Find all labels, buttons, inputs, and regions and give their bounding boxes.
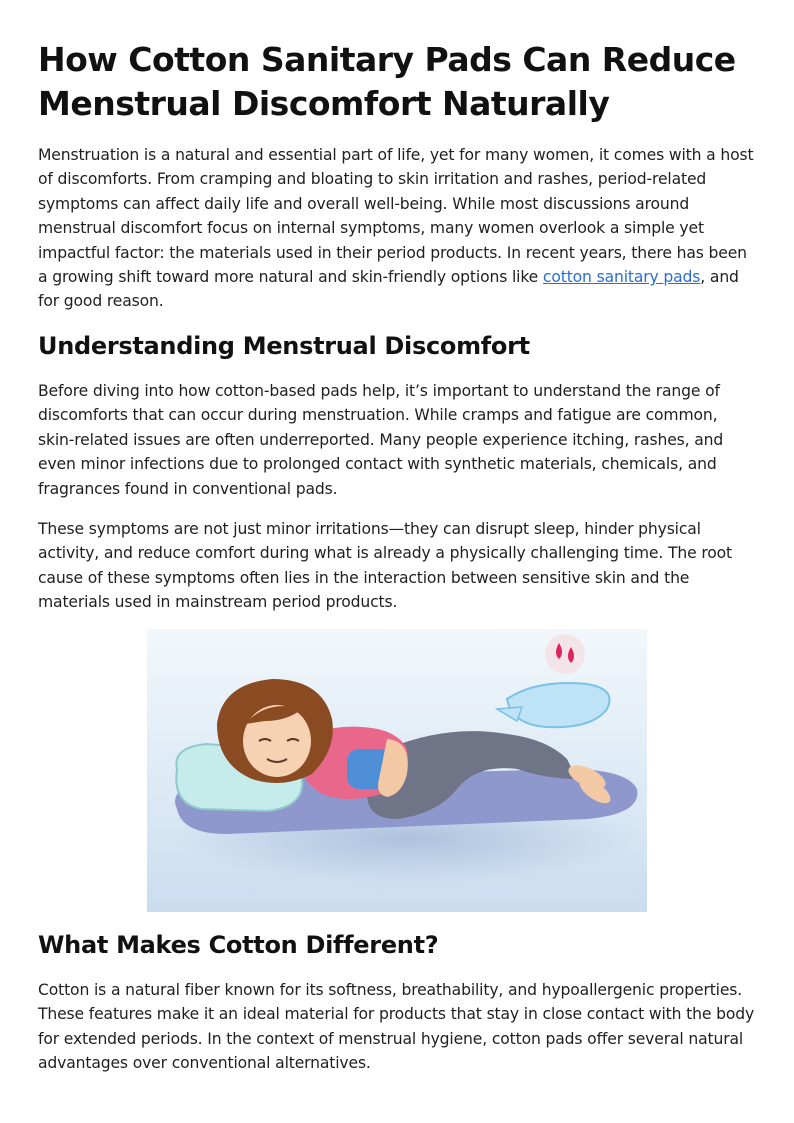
cotton-sanitary-pads-link[interactable]: cotton sanitary pads (542, 268, 701, 287)
intro-text-start: Menstruation is a natural and essential part of life, yet for many women, it comes with a host of discomforts. From cramping and bloating to skin irritation and rashes, period-related symptoms can affect daily life and overall well-being. While most discussions around menstrual discomfort focus on internal symptoms, many women overlook a simple yet impactful factor: the materials used in their period products. In recent years, there has been a growing shift toward more natural and skin-friendly options like (38, 146, 754, 287)
section1-paragraph-2: These symptoms are not just minor irritations—they can disrupt sleep, hinder physical activity, and reduce comfort during what is already a physically challenging time. The root cause of these symptoms often lies in the interaction between sensitive skin and the materials used in mainstream period products. (38, 520, 733, 612)
woman-with-period-cramps-illustration (147, 629, 647, 912)
blood-drop-badge (545, 634, 585, 674)
section-heading-understanding: Understanding Menstrual Discomfort (38, 332, 530, 360)
section-heading-cotton-different: What Makes Cotton Different? (38, 931, 439, 959)
article-title: How Cotton Sanitary Pads Can Reduce Menstrual Discomfort Naturally (38, 40, 736, 123)
intro-text-end: , and for good reason. (38, 268, 739, 311)
section2-paragraph-1: Cotton is a natural fiber known for its softness, breathability, and hypoallergenic properties. These features make it an ideal material for products that stay in close contact with the body for extended periods. In the context of menstrual hygiene, cotton pads offer several natural advantages over conventional alternatives. (38, 981, 755, 1073)
intro-paragraph (38, 143, 758, 314)
section1-paragraph-1: Before diving into how cotton-based pads help, it’s important to understand the range of discomforts that can occur during menstruation. While cramps and fatigue are common, skin-related issues are often underreported. Many people experience itching, rashes, and even minor infections due to prolonged contact with synthetic materials, chemicals, and fragrances found in conventional pads. (38, 382, 724, 498)
